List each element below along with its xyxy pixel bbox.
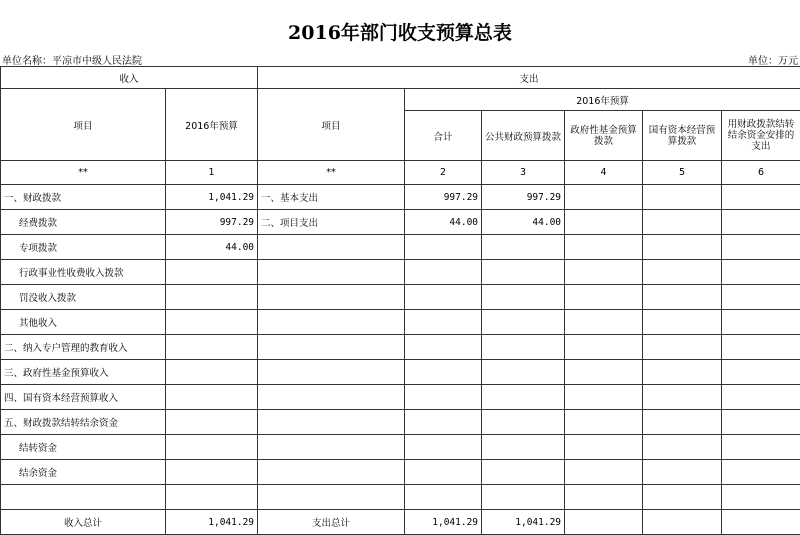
index-cell: 6 <box>722 161 800 185</box>
expense-item <box>258 385 405 410</box>
budget-summary-table <box>0 66 800 535</box>
table-row <box>1 410 800 435</box>
table-row <box>1 460 800 485</box>
expense-public <box>482 410 565 435</box>
table-row <box>1 310 800 335</box>
empty-cell <box>565 210 643 235</box>
income-item: 五、财政拨款结转结余资金 <box>1 410 166 435</box>
income-value <box>166 460 258 485</box>
expense-header: 支出 <box>258 67 800 89</box>
unit-name-label: 单位名称：平凉市中级人民法院 <box>2 52 142 67</box>
income-item: 三、政府性基金预算收入 <box>1 360 166 385</box>
index-cell: 2 <box>405 161 482 185</box>
empty-cell <box>565 385 643 410</box>
empty-cell <box>722 210 800 235</box>
empty-cell <box>643 360 722 385</box>
empty-cell <box>643 485 722 510</box>
expense-total: 44.00 <box>405 210 482 235</box>
expense-total-label: 支出总计 <box>258 510 405 535</box>
expense-public <box>482 260 565 285</box>
table-row <box>1 185 800 210</box>
index-cell: 1 <box>166 161 258 185</box>
empty-cell <box>722 360 800 385</box>
index-cell: 5 <box>643 161 722 185</box>
empty-cell <box>643 285 722 310</box>
income-item: 专项拨款 <box>1 235 166 260</box>
public-fund-header: 公共财政预算拨款 <box>482 111 565 161</box>
expense-item <box>258 335 405 360</box>
income-value <box>166 435 258 460</box>
expense-item-header: 项目 <box>258 89 405 161</box>
income-item: 四、国有资本经营预算收入 <box>1 385 166 410</box>
expense-item <box>258 260 405 285</box>
empty-cell <box>565 460 643 485</box>
empty-cell <box>722 310 800 335</box>
empty-cell <box>643 510 722 535</box>
table-row <box>1 335 800 360</box>
table-row <box>1 385 800 410</box>
empty-cell <box>643 435 722 460</box>
empty-cell <box>643 385 722 410</box>
table-row <box>1 260 800 285</box>
expense-item <box>258 235 405 260</box>
empty-cell <box>565 485 643 510</box>
income-value <box>166 310 258 335</box>
empty-cell <box>565 235 643 260</box>
empty-cell <box>722 510 800 535</box>
empty-cell <box>722 410 800 435</box>
expense-item <box>258 410 405 435</box>
index-cell: ** <box>258 161 405 185</box>
expense-budget-header: 2016年预算 <box>405 89 800 111</box>
expense-public <box>482 285 565 310</box>
income-value <box>166 410 258 435</box>
table-row <box>1 235 800 260</box>
empty-cell <box>643 460 722 485</box>
income-value: 997.29 <box>166 210 258 235</box>
expense-item: 二、项目支出 <box>258 210 405 235</box>
empty-cell <box>565 285 643 310</box>
carryover-header: 用财政拨款结转结余资金安排的支出 <box>722 111 800 161</box>
empty-cell <box>643 210 722 235</box>
income-item: 经费拨款 <box>1 210 166 235</box>
empty-cell <box>643 185 722 210</box>
empty-cell <box>643 410 722 435</box>
income-value <box>166 385 258 410</box>
income-item: 行政事业性收费收入拨款 <box>1 260 166 285</box>
empty-cell <box>722 285 800 310</box>
page-title: 2016年部门收支预算总表 <box>0 18 800 45</box>
gov-fund-header: 政府性基金预算拨款 <box>565 111 643 161</box>
expense-total <box>405 260 482 285</box>
empty-cell <box>565 360 643 385</box>
expense-public <box>482 360 565 385</box>
index-cell: 3 <box>482 161 565 185</box>
expense-item <box>258 485 405 510</box>
currency-unit-label: 单位：万元 <box>748 52 798 67</box>
empty-cell <box>722 385 800 410</box>
income-value: 1,041.29 <box>166 185 258 210</box>
empty-cell <box>722 260 800 285</box>
expense-total <box>405 235 482 260</box>
empty-cell <box>565 435 643 460</box>
empty-cell <box>722 335 800 360</box>
state-capital-header: 国有资本经营预算拨款 <box>643 111 722 161</box>
income-budget-header: 2016年预算 <box>166 89 258 161</box>
expense-total <box>405 410 482 435</box>
income-total-value: 1,041.29 <box>166 510 258 535</box>
table-row <box>1 485 800 510</box>
empty-cell <box>643 235 722 260</box>
index-cell: 4 <box>565 161 643 185</box>
totals-row <box>1 510 800 535</box>
empty-cell <box>565 185 643 210</box>
expense-public <box>482 235 565 260</box>
column-index-row <box>1 161 800 185</box>
expense-item <box>258 435 405 460</box>
income-value <box>166 285 258 310</box>
expense-item <box>258 285 405 310</box>
empty-cell <box>722 185 800 210</box>
income-value <box>166 485 258 510</box>
expense-public <box>482 460 565 485</box>
empty-cell <box>643 260 722 285</box>
expense-item: 一、基本支出 <box>258 185 405 210</box>
income-item-header: 项目 <box>1 89 166 161</box>
expense-total <box>405 485 482 510</box>
empty-cell <box>565 410 643 435</box>
expense-item <box>258 460 405 485</box>
income-value <box>166 360 258 385</box>
income-total-label: 收入总计 <box>1 510 166 535</box>
empty-cell <box>722 435 800 460</box>
total-header: 合计 <box>405 111 482 161</box>
expense-public <box>482 335 565 360</box>
expense-public: 44.00 <box>482 210 565 235</box>
expense-total <box>405 285 482 310</box>
empty-cell <box>722 460 800 485</box>
empty-cell <box>565 310 643 335</box>
expense-total <box>405 335 482 360</box>
expense-total-value: 1,041.29 <box>405 510 482 535</box>
income-item <box>1 485 166 510</box>
expense-public-total: 1,041.29 <box>482 510 565 535</box>
expense-total <box>405 310 482 335</box>
income-item: 结转资金 <box>1 435 166 460</box>
expense-item <box>258 360 405 385</box>
income-item: 罚没收入拨款 <box>1 285 166 310</box>
expense-public <box>482 310 565 335</box>
empty-cell <box>722 235 800 260</box>
empty-cell <box>643 310 722 335</box>
empty-cell <box>722 485 800 510</box>
income-item: 结余资金 <box>1 460 166 485</box>
expense-public: 997.29 <box>482 185 565 210</box>
expense-public <box>482 435 565 460</box>
expense-total <box>405 360 482 385</box>
table-row <box>1 210 800 235</box>
income-item: 一、财政拨款 <box>1 185 166 210</box>
income-value: 44.00 <box>166 235 258 260</box>
expense-total: 997.29 <box>405 185 482 210</box>
index-cell: ** <box>1 161 166 185</box>
income-item: 其他收入 <box>1 310 166 335</box>
expense-public <box>482 485 565 510</box>
income-header: 收入 <box>1 67 258 89</box>
empty-cell <box>565 510 643 535</box>
expense-item <box>258 310 405 335</box>
income-value <box>166 260 258 285</box>
empty-cell <box>565 260 643 285</box>
expense-total <box>405 460 482 485</box>
expense-total <box>405 435 482 460</box>
income-item: 二、纳入专户管理的教育收入 <box>1 335 166 360</box>
expense-public <box>482 385 565 410</box>
table-row <box>1 285 800 310</box>
empty-cell <box>565 335 643 360</box>
income-value <box>166 335 258 360</box>
table-row <box>1 435 800 460</box>
table-row <box>1 360 800 385</box>
expense-total <box>405 385 482 410</box>
empty-cell <box>643 335 722 360</box>
